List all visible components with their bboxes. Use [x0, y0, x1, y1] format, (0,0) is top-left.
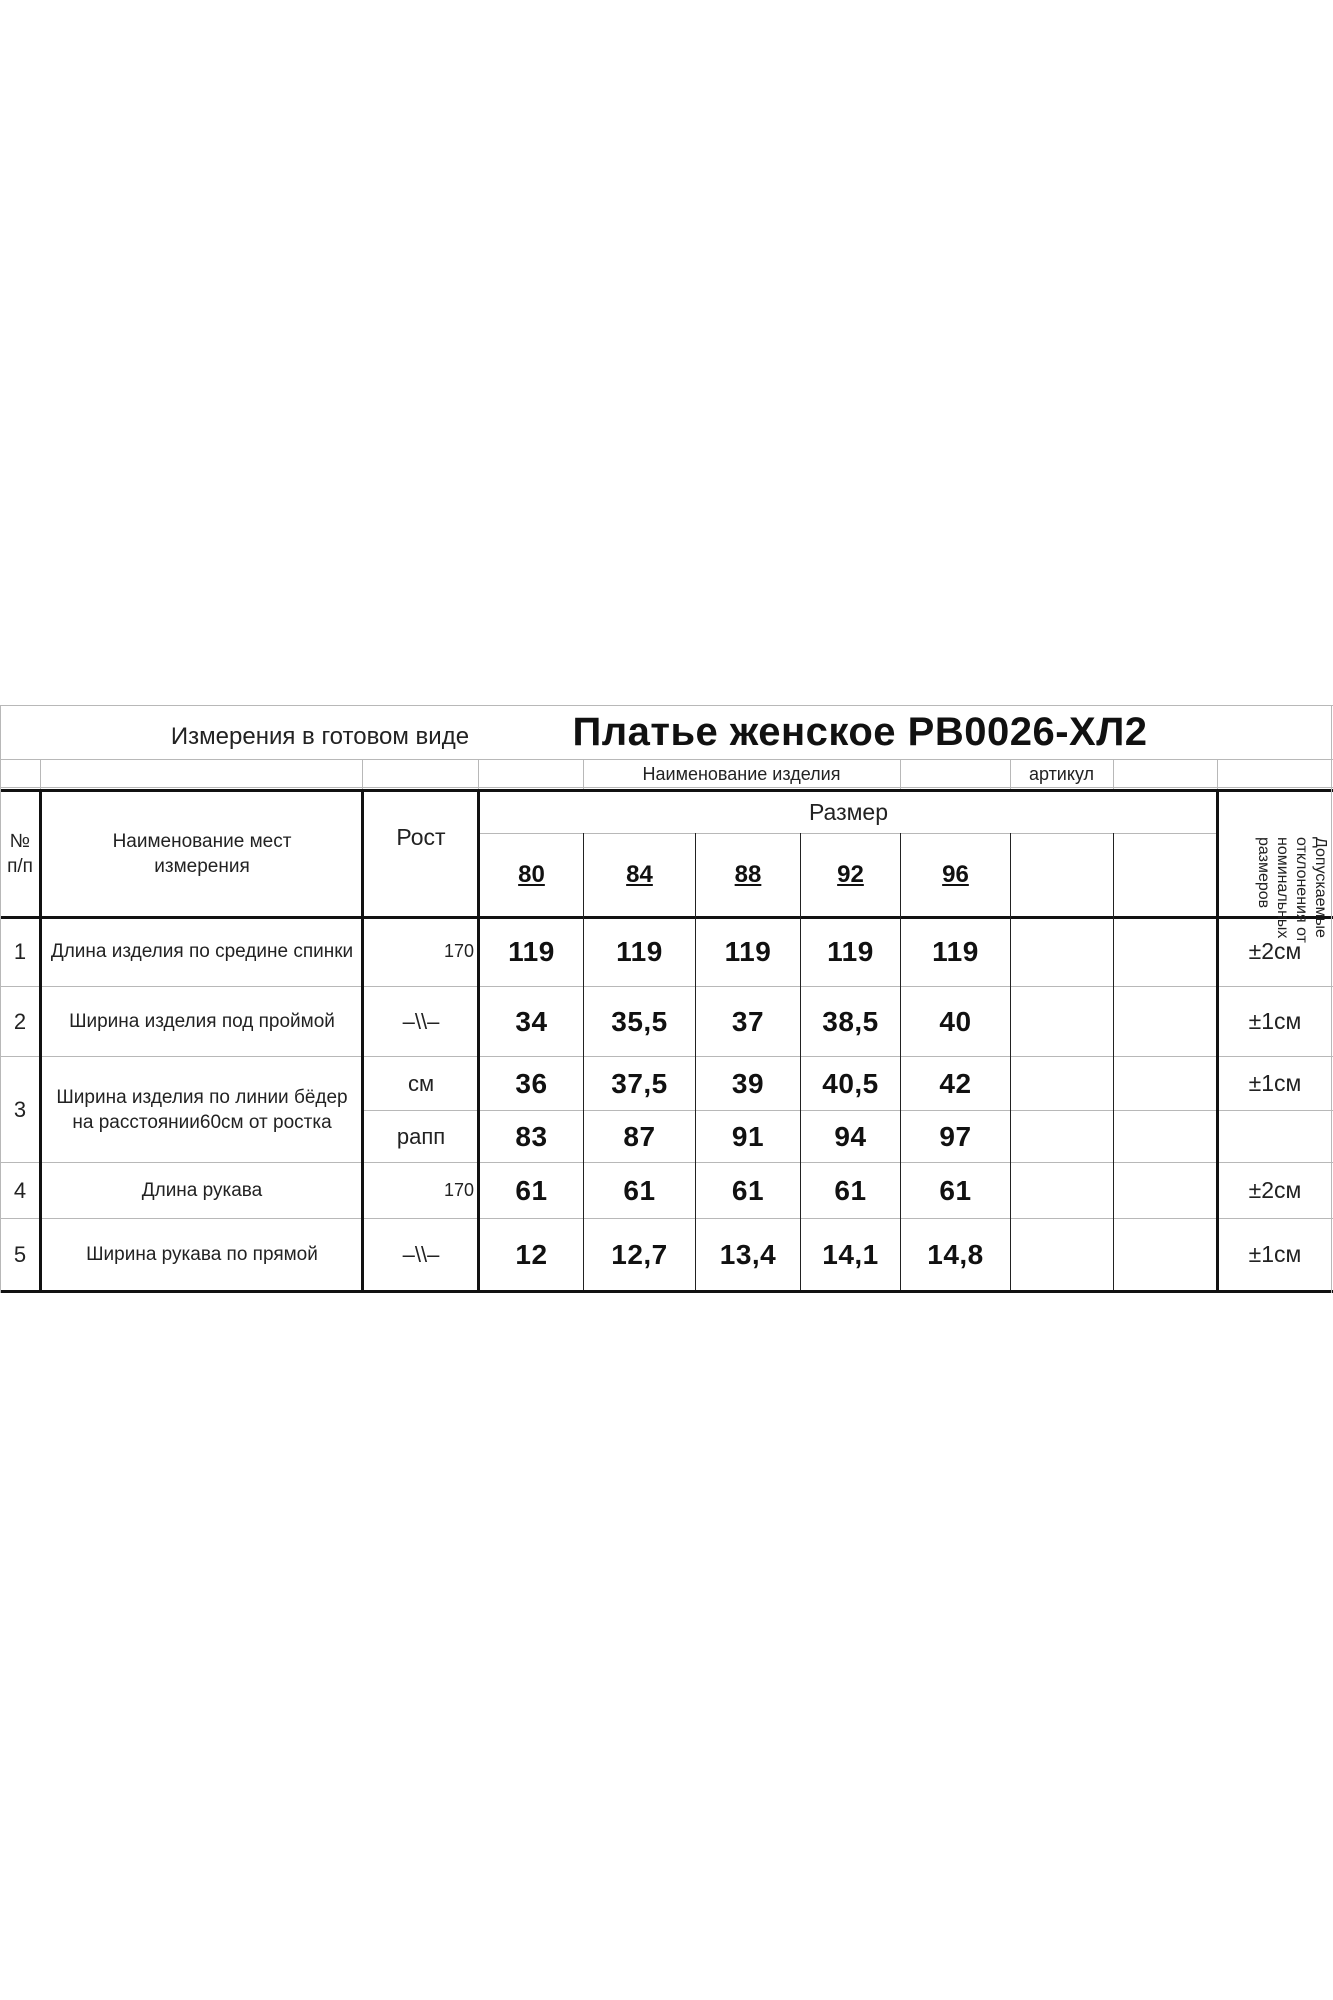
- header-rost: Рост: [396, 823, 446, 850]
- header-size-group: Размер: [808, 799, 889, 825]
- row-value: 12: [515, 1238, 548, 1270]
- row-rost: –\\–: [402, 1008, 440, 1034]
- row-name: Ширина изделия по линии бёдер на расстоянии60см от ростка: [56, 1086, 348, 1133]
- row-value: 119: [724, 935, 772, 967]
- row-value: 119: [616, 935, 663, 967]
- row-value: 35,5: [611, 1005, 668, 1037]
- header-size-84: 84: [626, 860, 653, 888]
- document-subtitle: Измерения в готовом виде: [170, 723, 470, 750]
- row-value: 61: [834, 1174, 867, 1206]
- row-value: 40: [939, 1005, 972, 1037]
- row-value: 38,5: [822, 1005, 879, 1037]
- header-size-88: 88: [734, 860, 762, 888]
- row-name: Длина изделия по средине спинки: [50, 941, 354, 962]
- row-value: 61: [623, 1174, 656, 1206]
- measurement-table: [0, 705, 1333, 1295]
- row-value: 14,8: [927, 1238, 984, 1270]
- row-rost: 170: [443, 941, 474, 961]
- header-size-92: 92: [837, 860, 864, 888]
- document-title: Платье женское PB0026-ХЛ2: [572, 709, 1148, 754]
- caption-product-name: Наименование изделия: [642, 763, 841, 784]
- row-value: 12,7: [611, 1238, 668, 1270]
- row-tolerance: ±1см: [1248, 1070, 1302, 1096]
- row-value: 119: [932, 935, 979, 967]
- row-value: 119: [827, 935, 874, 967]
- row-value: 37: [731, 1005, 765, 1037]
- row-name: Длина рукава: [141, 1180, 263, 1201]
- row-number: 3: [13, 1096, 27, 1122]
- row-value: 87: [623, 1120, 656, 1152]
- row-value: 97: [939, 1120, 972, 1152]
- row-unit: см: [407, 1070, 435, 1096]
- row-value: 94: [834, 1120, 867, 1152]
- header-size-96: 96: [942, 860, 969, 888]
- row-number: 1: [13, 938, 27, 964]
- header-measurement-name: Наименование мест измерения: [112, 831, 292, 877]
- row-value: 83: [515, 1120, 548, 1152]
- row-unit: рапп: [396, 1123, 446, 1149]
- row-value: 61: [939, 1174, 972, 1206]
- row-value: 36: [515, 1067, 548, 1099]
- header-tolerance: Допускаемые отклонения от номинальных размеров: [1255, 837, 1329, 943]
- row-value: 14,1: [822, 1238, 879, 1270]
- row-tolerance: ±2см: [1248, 938, 1302, 964]
- row-value: 119: [508, 935, 555, 967]
- row-rost: 170: [443, 1180, 474, 1200]
- row-tolerance: ±1см: [1248, 1241, 1302, 1267]
- header-size-80: 80: [518, 860, 545, 888]
- row-value: 42: [939, 1067, 972, 1099]
- row-number: 5: [13, 1241, 27, 1267]
- row-name: Ширина рукава по прямой: [86, 1244, 318, 1265]
- row-number: 4: [13, 1177, 27, 1203]
- row-tolerance: ±2см: [1248, 1177, 1302, 1203]
- row-rost: –\\–: [402, 1241, 440, 1267]
- row-name: Ширина изделия под проймой: [69, 1011, 335, 1032]
- row-tolerance: ±1см: [1248, 1008, 1302, 1034]
- row-value: 13,4: [719, 1238, 777, 1270]
- row-value: 34: [515, 1005, 548, 1037]
- row-number: 2: [13, 1008, 27, 1034]
- row-value: 61: [731, 1174, 765, 1206]
- row-value: 91: [731, 1120, 765, 1152]
- row-value: 39: [731, 1067, 765, 1099]
- row-value: 37,5: [611, 1067, 668, 1099]
- row-value: 61: [515, 1174, 548, 1206]
- caption-article: артикул: [1028, 763, 1095, 784]
- header-number: № п/п: [7, 831, 33, 877]
- row-value: 40,5: [822, 1067, 879, 1099]
